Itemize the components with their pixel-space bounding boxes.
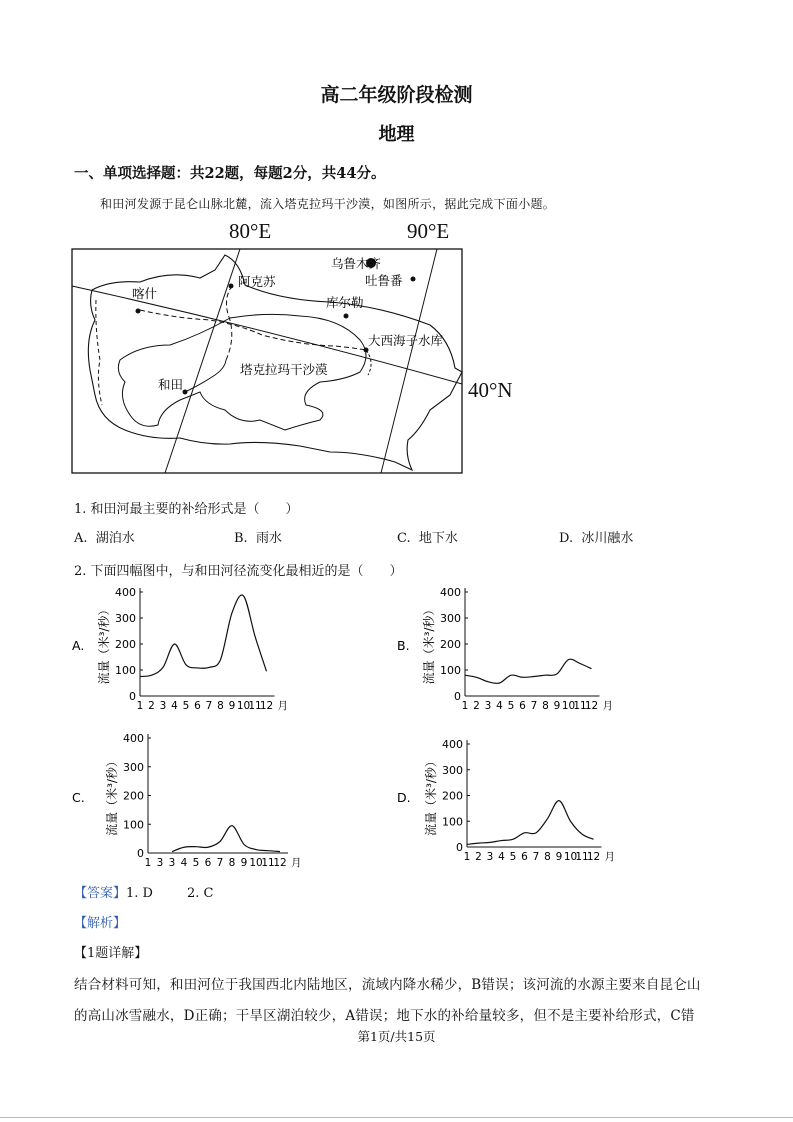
chart-a-ytick-label: 300 xyxy=(115,612,136,625)
page-footer: 第1页/共15页 xyxy=(357,1029,436,1044)
chart-d-xtick-label: 2 xyxy=(475,851,482,863)
chart-c-xtick-label: 10 xyxy=(249,857,263,869)
chart-d-ytick-label: 200 xyxy=(442,789,463,803)
chart-b-ytick-label: 300 xyxy=(440,612,461,625)
chart-b-option-label: B. xyxy=(397,638,410,653)
chart-d-x-unit: 月 xyxy=(604,851,615,863)
chart-a-xtick-label: 3 xyxy=(159,700,167,712)
chart-b-xtick-label: 12 xyxy=(584,700,599,712)
chart-b-xtick-label: 2 xyxy=(473,700,480,712)
chart-b-xtick-label: 10 xyxy=(561,700,576,712)
chart-c-xtick-label: 5 xyxy=(192,857,200,869)
chart-a-xtick-label: 9 xyxy=(228,700,236,712)
chart-c-xtick-label: 1 xyxy=(144,857,152,869)
chart-c-xtick-label: 9 xyxy=(240,857,248,869)
chart-a-xtick-label: 7 xyxy=(205,700,213,712)
chart-a-ytick-label: 200 xyxy=(115,638,136,651)
chart-b-xtick-label: 8 xyxy=(542,700,549,712)
q1-option-b[interactable]: B. 雨水 xyxy=(234,531,282,546)
chart-c-ytick-label: 200 xyxy=(123,789,144,803)
q1-stem: 1. 和田河最主要的补给形式是（ ） xyxy=(74,502,299,517)
chart-d-option-label: D. xyxy=(397,790,411,805)
kashgar-label: 喀什 xyxy=(132,286,158,301)
chart-a-option-label: A. xyxy=(72,638,85,653)
question-intro: 和田河发源于昆仑山脉北麓，流入塔克拉玛干沙漠，如图所示，据此完成下面小题。 xyxy=(100,197,556,211)
chart-d-y-label: 流量（米³/秒） xyxy=(424,755,438,836)
chart-b-ytick-label: 200 xyxy=(440,638,461,651)
chart-d-xtick-label: 7 xyxy=(532,851,540,863)
chart-a-xtick-label: 4 xyxy=(171,700,178,712)
chart-b-xtick-label: 9 xyxy=(553,700,561,712)
chart-a-xtick-label: 12 xyxy=(259,700,274,712)
chart-d-xtick-label: 10 xyxy=(563,851,578,863)
q1-option-c[interactable]: C. 地下水 xyxy=(397,531,458,546)
chart-c-x-unit: 月 xyxy=(291,857,302,869)
chart-c-ytick-label: 0 xyxy=(137,847,144,860)
longitude-80-label: 80°E xyxy=(229,219,272,243)
chart-b-xtick-label: 5 xyxy=(507,700,515,712)
detail-label: 【1题详解】 xyxy=(74,946,148,961)
chart-a-xtick-label: 10 xyxy=(236,700,251,712)
chart-d-xtick-label: 3 xyxy=(486,851,494,863)
chart-a-x-unit: 月 xyxy=(277,700,288,712)
chart-b-y-label: 流量（米³/秒） xyxy=(422,603,436,685)
chart-b-ytick-label: 400 xyxy=(440,586,461,599)
chart-a-ytick-label: 400 xyxy=(115,586,136,599)
chart-b-series-line xyxy=(465,659,592,683)
chart-d-ytick-label: 0 xyxy=(456,841,463,854)
chart-b-ytick-label: 100 xyxy=(440,664,461,677)
q1-option-d[interactable]: D. 冰川融水 xyxy=(559,531,634,546)
chart-a-xtick-label: 2 xyxy=(148,700,155,712)
chart-d-ytick-label: 300 xyxy=(442,763,463,777)
chart-c-xtick-label: 8 xyxy=(228,857,236,869)
chart-d-series-line xyxy=(467,801,594,845)
explanation-line-1: 结合材料可知，和田河位于我国西北内陆地区，流域内降水稀少，B错误；该河流的水源主要来自昆仑山 xyxy=(74,977,701,993)
korla-label: 库尔勒 xyxy=(326,295,364,310)
chart-b-xtick-label: 6 xyxy=(519,700,526,712)
latitude-40-label: 40°N xyxy=(468,378,513,402)
chart-d-xtick-label: 12 xyxy=(586,851,601,863)
chart-c-xtick-label: 7 xyxy=(216,857,224,869)
chart-a-y-label: 流量（米³/秒） xyxy=(97,603,111,685)
chart-c-xtick-label: 6 xyxy=(204,857,212,869)
explanation-line-2: 的高山冰雪融水，D正确；干旱区湖泊较少，A错误；地下水的补给量较多，但不是主要补给形式，C错 xyxy=(74,1008,695,1024)
chart-b-xtick-label: 7 xyxy=(530,700,538,712)
hotan-label: 和田 xyxy=(158,377,184,392)
subject-title: 地理 xyxy=(378,124,415,145)
chart-a-ytick-label: 0 xyxy=(129,690,136,703)
page-bottom-rule xyxy=(0,1117,793,1118)
answer-q2: 2. C xyxy=(186,886,214,901)
chart-c-xtick-label: 3 xyxy=(168,857,176,869)
chart-c-series-line xyxy=(172,826,280,852)
answer-q1: 1. D xyxy=(126,886,153,901)
chart-a-series-line xyxy=(140,595,267,676)
urumqi-label: 乌鲁木齐 xyxy=(331,256,382,271)
chart-c-xtick-label: 3 xyxy=(156,857,164,869)
chart-a-xtick-label: 5 xyxy=(182,700,190,712)
chart-c-xtick-label: 11 xyxy=(261,857,275,869)
chart-d-xtick-label: 5 xyxy=(509,851,517,863)
chart-c-ytick-label: 400 xyxy=(123,732,144,745)
chart-d-xtick-label: 11 xyxy=(575,851,589,863)
q1-option-a[interactable]: A. 湖泊水 xyxy=(74,531,135,546)
desert-label: 塔克拉玛干沙漠 xyxy=(240,362,328,377)
chart-b-xtick-label: 4 xyxy=(496,700,503,712)
chart-a-xtick-label: 11 xyxy=(248,700,262,712)
reservoir-label: 大西海子水库 xyxy=(368,333,444,348)
chart-c-option-label: C. xyxy=(72,790,85,805)
answer-label: 【答案】 xyxy=(74,886,127,901)
longitude-90-label: 90°E xyxy=(407,219,450,243)
chart-d-ytick-label: 400 xyxy=(442,738,463,751)
chart-c-xtick-label: 4 xyxy=(180,857,188,869)
chart-c-ytick-label: 300 xyxy=(123,760,144,774)
chart-b-xtick-label: 3 xyxy=(484,700,492,712)
chart-c-ytick-label: 100 xyxy=(123,818,144,832)
chart-d-xtick-label: 9 xyxy=(555,851,563,863)
chart-b-ytick-label: 0 xyxy=(454,690,461,703)
page-title: 高二年级阶段检测 xyxy=(320,84,473,106)
answer-line xyxy=(74,882,213,901)
chart-d-xtick-label: 6 xyxy=(521,851,528,863)
chart-d-xtick-label: 1 xyxy=(463,851,471,863)
chart-c-y-label: 流量（米³/秒） xyxy=(105,755,119,836)
aksu-label: 阿克苏 xyxy=(238,274,276,289)
chart-a-xtick-label: 1 xyxy=(136,700,144,712)
chart-c-xtick-label: 12 xyxy=(273,857,287,869)
section-heading: 一、单项选择题：共22题，每题2分，共44分。 xyxy=(74,165,386,182)
chart-d-xtick-label: 4 xyxy=(498,851,505,863)
chart-a-xtick-label: 8 xyxy=(217,700,224,712)
analysis-label: 【解析】 xyxy=(74,916,127,931)
chart-d-xtick-label: 8 xyxy=(544,851,551,863)
chart-b-x-unit: 月 xyxy=(602,700,613,712)
turpan-label: 吐鲁番 xyxy=(365,273,403,288)
chart-a-ytick-label: 100 xyxy=(115,664,136,677)
q2-stem: 2. 下面四幅图中，与和田河径流变化最相近的是（ ） xyxy=(74,564,403,579)
chart-b-xtick-label: 11 xyxy=(573,700,587,712)
chart-a-xtick-label: 6 xyxy=(194,700,201,712)
chart-d-ytick-label: 100 xyxy=(442,815,463,829)
chart-b-xtick-label: 1 xyxy=(461,700,469,712)
